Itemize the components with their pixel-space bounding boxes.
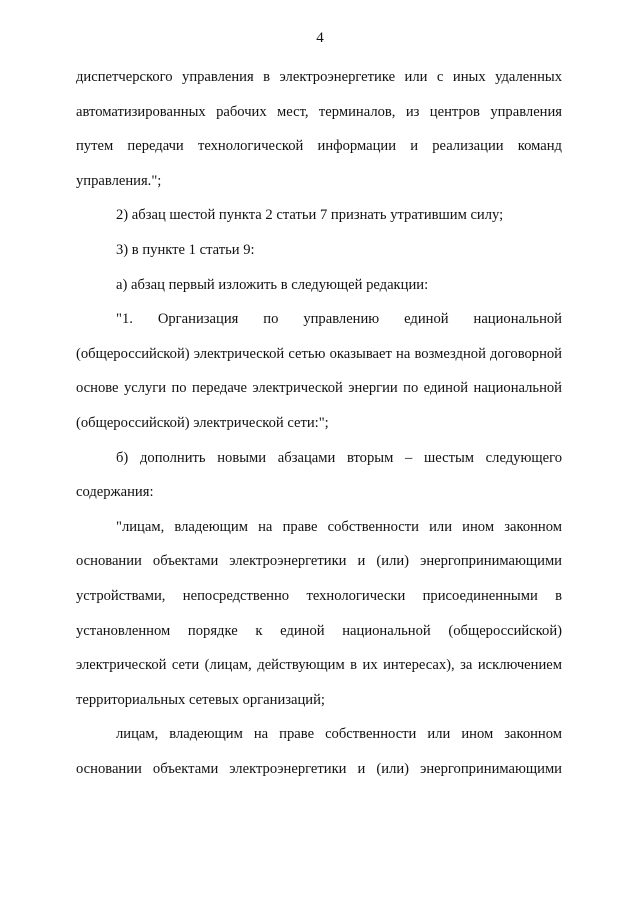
page-number: 4 (316, 30, 324, 46)
paragraph-item-3: 3) в пункте 1 статьи 9: (116, 241, 255, 258)
paragraph-continuation: диспетчерского управления в электроэнергетике или с иных удаленных автоматизированных рабочих мест, терминалов, из центров управления путем передачи технологической информации и реализации команд управления."; (76, 69, 562, 189)
paragraph-new-wording: "1. Организация по управлению единой национальной (общероссийской) электрической сетью оказывает на возмездной договорной основе услуги по передаче электрической энергии по единой национальной (общероссийской) электрической сети:"; (76, 311, 562, 431)
paragraph-quoted-second: лицам, владеющим на праве собственности или ином законном основании объектами электроэнергетики и (или) энергопринимающими (76, 726, 562, 777)
paragraph-item-2: 2) абзац шестой пункта 2 статьи 7 признать утратившим силу; (116, 207, 504, 224)
document-body (76, 60, 562, 786)
paragraph-subitem-a: а) абзац первый изложить в следующей редакции: (116, 276, 429, 293)
paragraph-subitem-b: б) дополнить новыми абзацами вторым – шестым следующего содержания: (76, 449, 562, 501)
paragraph-quoted-first: "лицам, владеющим на праве собственности или ином законном основании объектами электроэнергетики и (или) энергопринимающими устройствами, непосредственно технологически присоединенными в установленном порядке к единой национальной (общероссийской) электрической сети (лицам, действующим в их интересах), за исключением территориальных сетевых организаций; (76, 518, 562, 708)
